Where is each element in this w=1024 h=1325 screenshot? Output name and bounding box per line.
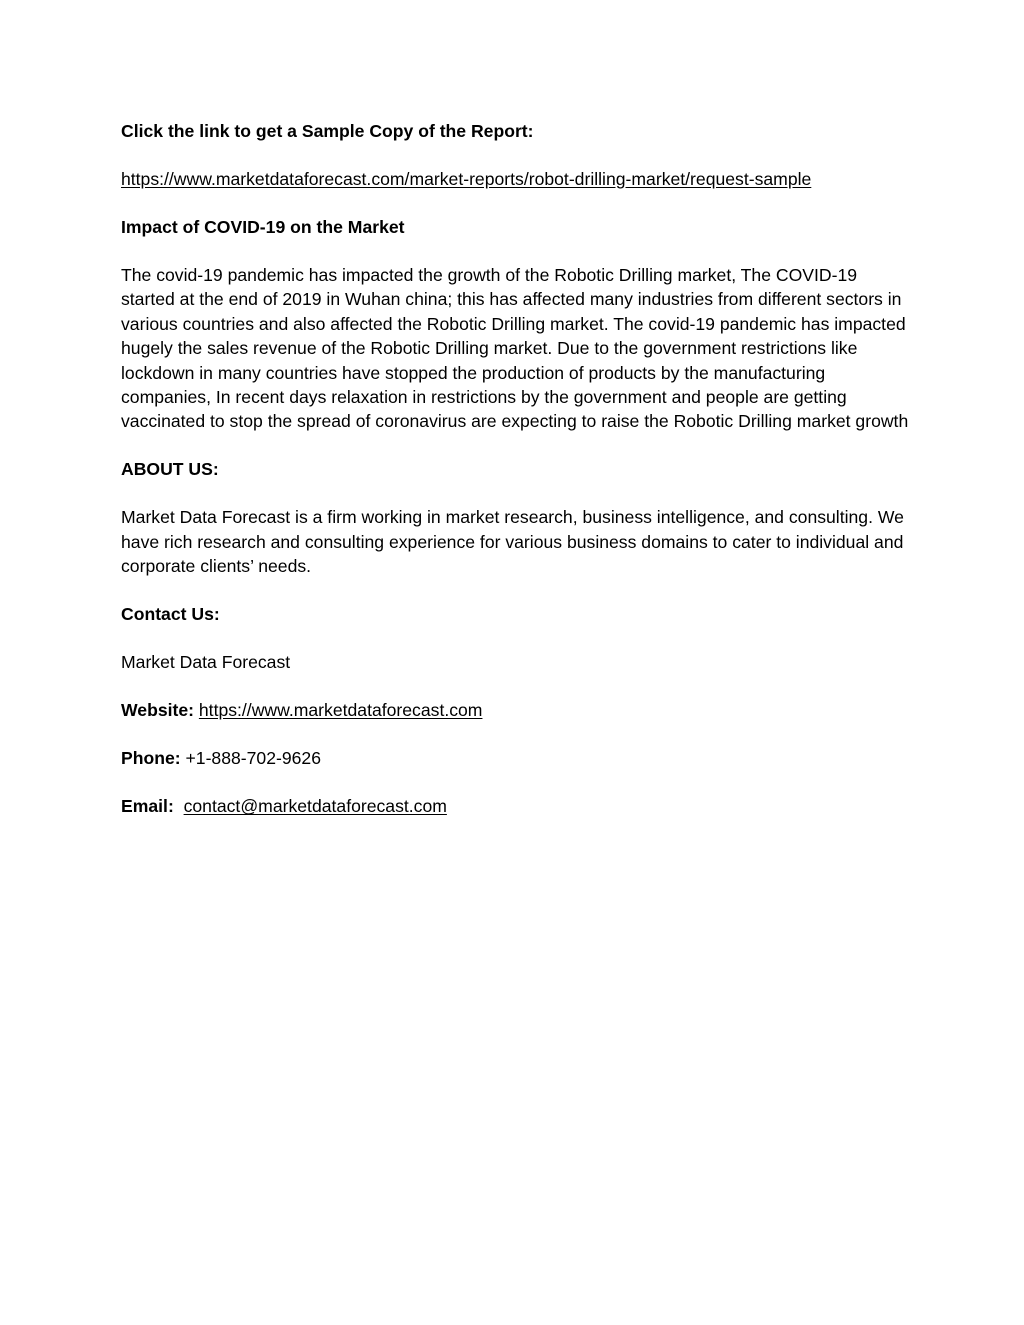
contact-phone-line (121, 746, 911, 770)
website-label: Website: (121, 700, 194, 721)
sample-report-link[interactable]: https://www.marketdataforecast.com/market-reports/robot-drilling-market/request-sample (121, 169, 812, 189)
about-heading: ABOUT US: (121, 459, 219, 480)
website-link[interactable]: https://www.marketdataforecast.com (198, 700, 483, 721)
phone-value: +1-888-702-9626 (185, 748, 321, 769)
contact-email-line (121, 794, 911, 818)
phone-label: Phone: (121, 748, 181, 769)
document-page (121, 119, 911, 842)
email-link[interactable]: contact@marketdataforecast.com (183, 796, 447, 817)
covid-heading: Impact of COVID-19 on the Market (121, 217, 405, 237)
contact-website-line (121, 698, 911, 722)
sample-link-paragraph (121, 167, 911, 191)
contact-heading: Contact Us: (121, 604, 220, 625)
covid-body: The covid-19 pandemic has impacted the growth of the Robotic Drilling market, The COVID-19 started at the end of 2019 in Wuhan china; this has affected many industries from different sectors in various countries and also affected the Robotic Drilling market. The covid-19 pandemic has impacted hugely the sales revenue of the Robotic Drilling market. Due to the government restrictions like lockdown in many countries have stopped the production of products by the manufacturing companies, In recent days relaxation in restrictions by the government and people are getting vaccinated to stop the spread of coronavirus are expecting to raise the Robotic Drilling market growth (121, 265, 909, 432)
sample-heading: Click the link to get a Sample Copy of the Report: (121, 121, 534, 141)
about-body: Market Data Forecast is a firm working in market research, business intelligence, and consulting. We have rich research and consulting experience for various business domains to cater to individual and corporate clients’ needs. (121, 507, 904, 577)
contact-company: Market Data Forecast (121, 652, 291, 673)
email-label: Email: (121, 796, 174, 817)
